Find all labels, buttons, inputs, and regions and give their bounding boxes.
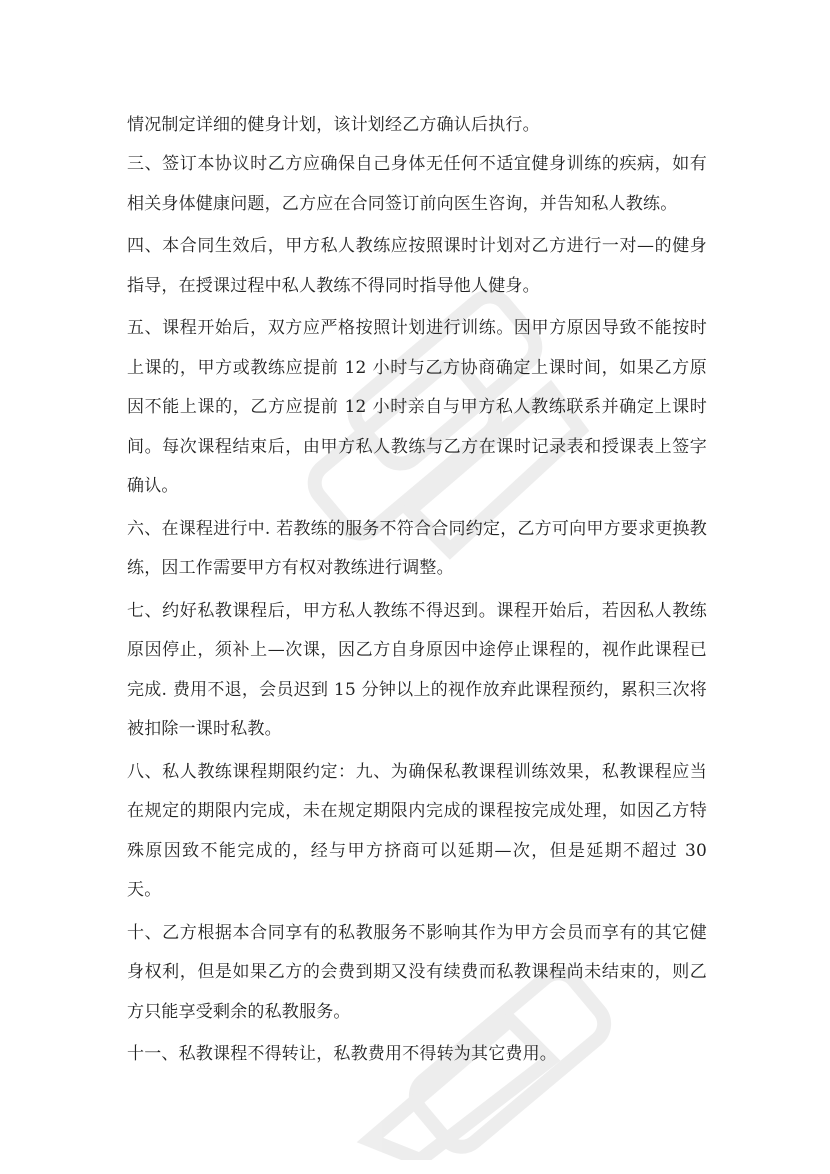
paragraph-clause-4: 四、本合同生效后，甲方私人教练应按照课时计划对乙方进行一对—的健身指导，在授课过程中私人教练不得同时指导他人健身。 [127,236,707,296]
paragraph-continued: 情况制定详细的健身计划，该计划经乙方确认后执行。 [127,115,540,135]
paragraph-clause-11: 十一、私教课程不得转让，私教费用不得转为其它费用。 [127,1044,557,1064]
paragraph-clause-10: 十、乙方根据本合同享有的私教服务不影响其作为甲方会员而享有的其它健身权利，但是如果乙方的会费到期又没有续费而私教课程尚未结束的，则乙方只能享受剩余的私教服务。 [127,922,707,1022]
paragraph-clause-3: 三、签订本协议时乙方应确保自己身体无任何不适宜健身训练的疾病，如有相关身体健康问题，乙方应在合同签订前向医生咨询，并告知私人教练。 [127,154,707,214]
contract-body [127,106,707,1078]
paragraph-clause-8-9: 八、私人教练课程期限约定：九、为确保私教课程训练效果，私教课程应当在规定的期限内完成，未在规定期限内完成的课程按完成处理，如因乙方特殊原因致不能完成的，经与甲方挤商可以延期—次，但是延期不超过 30 天。 [127,761,707,900]
paragraph-clause-6: 六、在课程进行中. 若教练的服务不符合合同约定，乙方可向甲方要求更换教练，因工作需要甲方有权对教练进行调整。 [127,518,707,578]
paragraph-clause-7: 七、约好私教课程后，甲方私人教练不得迟到。课程开始后，若因私人教练原因停止，须补上—次课，因乙方自身原因中途停止课程的，视作此课程已完成. 费用不退，会员迟到 15 分钟以上的视作放弃此课程预约，累积三次将被扣除一课时私教。 [127,600,707,739]
paragraph-clause-5: 五、课程开始后，双方应严格按照计划进行训练。因甲方原因导致不能按时上课的，甲方或教练应提前 12 小时与乙方协商确定上课时间，如果乙方原因不能上课的，乙方应提前 12 小时亲自与甲方私人教练联系并确定上课时间。每次课程结束后，由甲方私人教练与乙方在课时记录表和授课表上签字确认。 [127,318,707,496]
